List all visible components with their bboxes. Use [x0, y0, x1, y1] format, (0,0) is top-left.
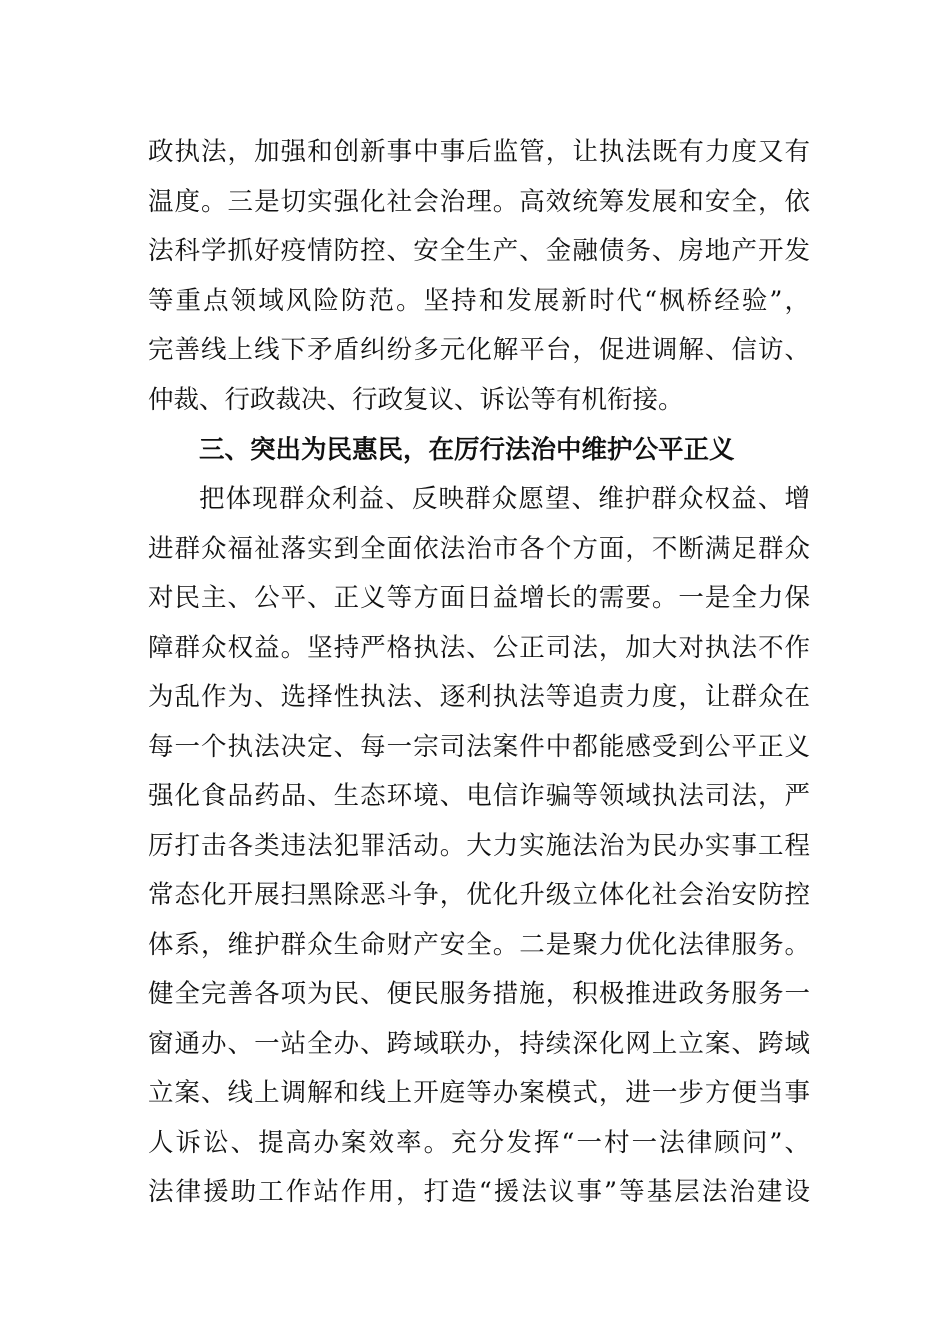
section-heading: 三、突出为民惠民，在厉行法治中维护公平正义 [199, 435, 735, 465]
paragraph-line: 等重点领域风险防范。坚持和发展新时代“枫桥经验”， [148, 286, 810, 316]
paragraph-line: 障群众权益。坚持严格执法、公正司法，加大对执法不作 [148, 633, 810, 663]
paragraph-line: 立案、线上调解和线上开庭等办案模式，进一步方便当事 [148, 1078, 810, 1108]
paragraph-line: 对民主、公平、正义等方面日益增长的需要。一是全力保 [148, 583, 810, 613]
paragraph-line: 法科学抓好疫情防控、安全生产、金融债务、房地产开发 [148, 236, 810, 266]
paragraph-line: 人诉讼、提高办案效率。充分发挥“一村一法律顾问”、 [148, 1128, 810, 1158]
paragraph-line: 进群众福祉落实到全面依法治市各个方面，不断满足群众 [148, 534, 810, 564]
paragraph-line: 温度。三是切实强化社会治理。高效统筹发展和安全，依 [148, 187, 810, 217]
paragraph-line: 强化食品药品、生态环境、电信诈骗等领域执法司法，严 [148, 781, 810, 811]
paragraph-line: 为乱作为、选择性执法、逐利执法等追责力度，让群众在 [148, 682, 810, 712]
paragraph-line: 把体现群众利益、反映群众愿望、维护群众权益、增 [199, 484, 810, 514]
paragraph-line: 健全完善各项为民、便民服务措施，积极推进政务服务一 [148, 979, 810, 1009]
paragraph-line: 仲裁、行政裁决、行政复议、诉讼等有机衔接。 [148, 385, 684, 415]
paragraph-line: 法律援助工作站作用，打造“援法议事”等基层法治建设 [148, 1177, 810, 1207]
paragraph-line: 政执法，加强和创新事中事后监管，让执法既有力度又有 [148, 137, 810, 167]
paragraph-line: 窗通办、一站全办、跨域联办，持续深化网上立案、跨域 [148, 1029, 810, 1059]
paragraph-line: 每一个执法决定、每一宗司法案件中都能感受到公平正义 [148, 732, 810, 762]
paragraph-line: 厉打击各类违法犯罪活动。大力实施法治为民办实事工程 [148, 831, 810, 861]
paragraph-line: 常态化开展扫黑除恶斗争，优化升级立体化社会治安防控 [148, 880, 810, 910]
paragraph-line: 体系，维护群众生命财产安全。二是聚力优化法律服务。 [148, 930, 810, 960]
paragraph-line: 完善线上线下矛盾纠纷多元化解平台，促进调解、信访、 [148, 335, 810, 365]
